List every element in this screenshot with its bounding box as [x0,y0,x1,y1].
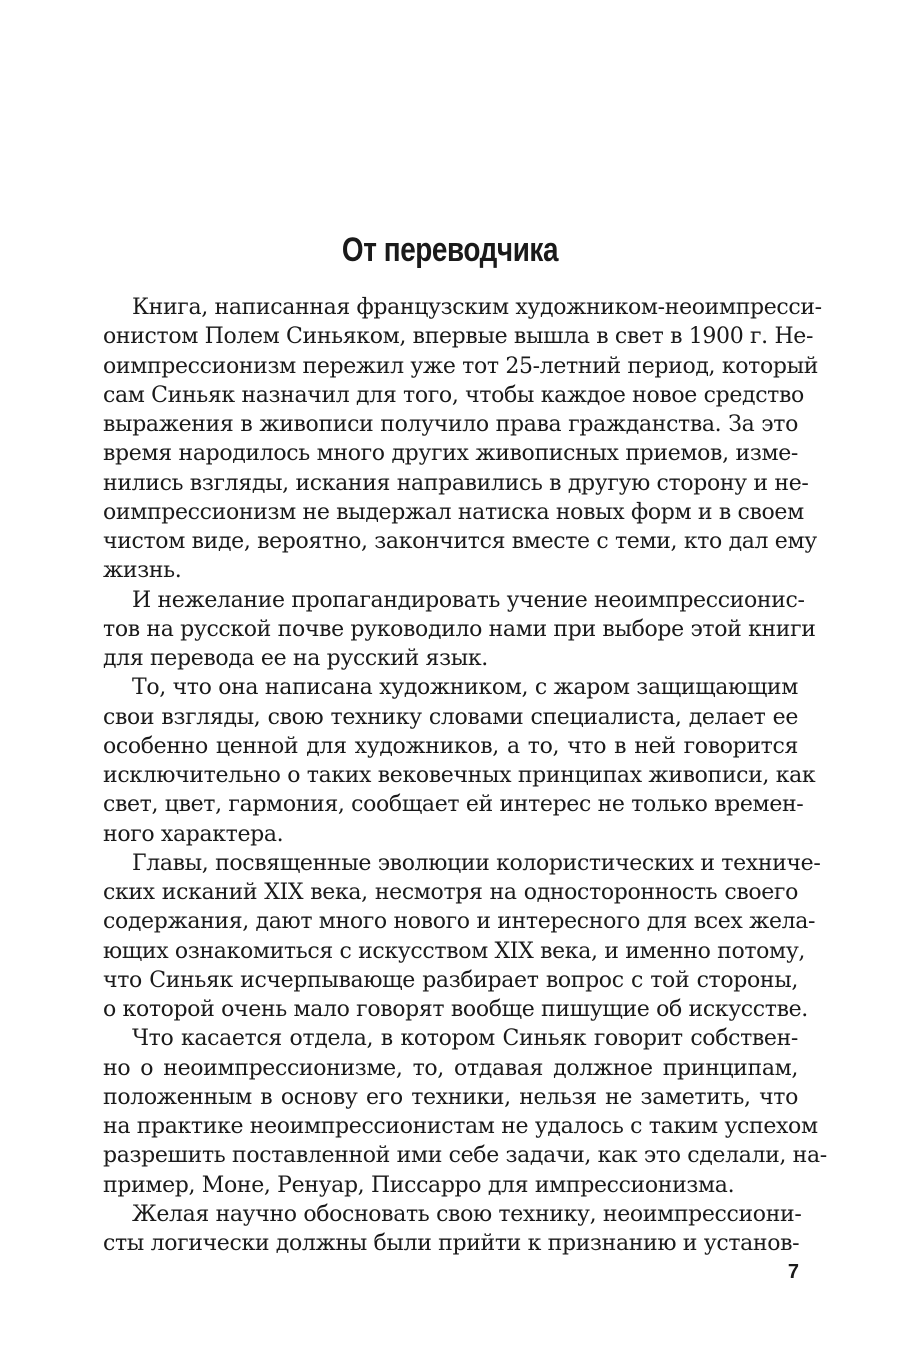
text-line: ющих ознакомиться с искусством XIX века, и именно потому, [103,938,806,964]
text-line: нились взгляды, искания направились в другую сторону и не- [103,470,809,496]
text-line: сам Синьяк назначил для того, чтобы каждое новое средство [103,382,804,408]
text-line: ного характера. [103,821,284,847]
text-line: свет, цвет, гармония, сообщает ей интерес не только времен- [103,792,804,818]
text-line: онистом Полем Синьяком, впервые вышла в свет в 1900 г. Не- [103,324,814,350]
text-line: содержания, дают много нового и интересного для всех жела- [103,909,816,935]
text-line: но о неоимпрессионизме, то, отдавая должное принципам, [103,1055,798,1081]
text-line: разрешить поставленной ими себе задачи, как это сделали, на- [103,1143,827,1169]
paragraph [103,586,816,674]
text-line: выражения в живописи получило права гражданства. За это [103,412,798,437]
text-line: Главы, посвященные эволюции колористических и техниче- [132,850,821,876]
text-line: время народилось много других живописных приемов, изме- [103,441,798,467]
paragraph [103,293,822,586]
text-line: тов на русской почве руководило нами при выборе этой книги [103,616,816,642]
text-line: оимпрессионизм не выдержал натиска новых форм и в своем [103,499,804,525]
text-line: сты логически должны были прийти к признанию и установ- [103,1231,800,1256]
text-line: чистом виде, вероятно, закончится вместе с теми, кто дал ему [103,529,817,554]
text-line: на практике неоимпрессионистам не удалось с таким успехом [103,1114,818,1139]
text-line: что Синьяк исчерпывающе разбирает вопрос с той стороны, [103,967,798,993]
body-text [103,293,827,1258]
text-line: особенно ценной для художников, а то, что в ней говорится [103,733,798,759]
text-line: о которой очень мало говорят вообще пишущие об искусстве. [103,997,808,1022]
text-line: Книга, написанная французским художником-неоимпресси- [132,295,822,320]
text-line: свои взгляды, свою технику словами специалиста, делает ее [103,704,798,730]
text-line: Желая научно обосновать свою технику, неоимпрессиони- [132,1201,802,1227]
text-line: ских исканий XIX века, несмотря на односторонность своего [103,880,798,905]
chapter-title: От переводчика [341,231,559,269]
text-line: положенным в основу его техники, нельзя не заметить, что [103,1084,798,1110]
text-line: Что касается отдела, в котором Синьяк говорит собствен- [132,1026,798,1052]
text-line: И нежелание пропагандировать учение неоимпрессионис- [132,587,805,613]
paragraph [103,849,821,1025]
text-line: исключительно о таких вековечных принципах живописи, как [103,763,816,788]
paragraph [103,1200,802,1259]
paragraph [103,673,816,849]
page-number: 7 [787,1261,799,1283]
text-line: оимпрессионизм пережил уже тот 25-летний период, который [103,353,819,379]
text-line: для перевода ее на русский язык. [103,646,488,671]
text-line: жизнь. [103,558,182,584]
paragraph [103,1024,827,1200]
text-line: пример, Моне, Ренуар, Писсарро для импрессионизма. [103,1172,735,1198]
text-line: То, что она написана художником, с жаром защищающим [132,675,798,701]
